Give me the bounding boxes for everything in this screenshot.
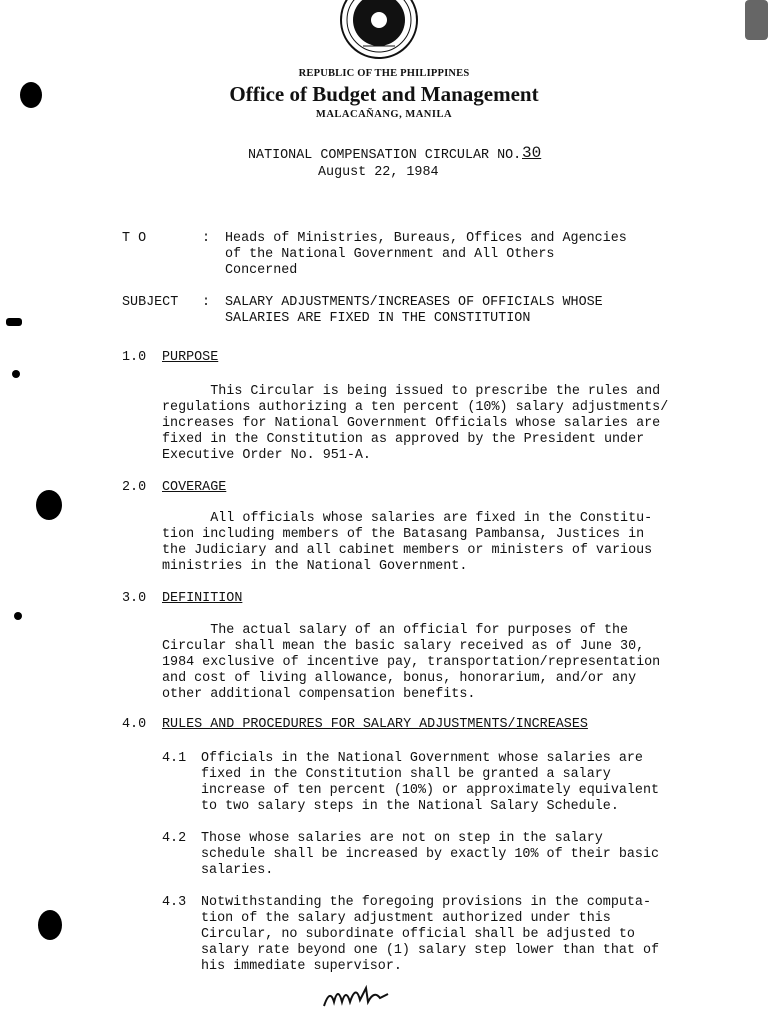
section-title: COVERAGE [162, 480, 227, 495]
section-paragraph: This Circular is being issued to prescribe the rules and regulations authorizing a ten percent (10%) salary adjustments/ increases for National Government Officials whose salaries are fixed in the Constitution as approved by the President under Executive Order No. 951-A. [162, 384, 669, 463]
subsection-text: Those whose salaries are not on step in the salary schedule shall be increased by exactly 10% of their basic salaries. [201, 831, 660, 878]
section-number: 4.0 [122, 717, 147, 732]
section-title: RULES AND PROCEDURES FOR SALARY ADJUSTMENTS/INCREASES [162, 717, 588, 732]
subject-label: SUBJECT [122, 295, 179, 310]
circular-title: NATIONAL COMPENSATION CIRCULAR NO. [248, 148, 522, 163]
scan-speck-mark [6, 318, 22, 326]
office-seal-logo [337, 0, 421, 60]
section-paragraph: The actual salary of an official for purposes of the Circular shall mean the basic salary received as of June 30, 1984 exclusive of incentive pay, transportation/representation and cost of living allowance, bonus, honorarium, and/or any other additional compensation benefits. [162, 623, 661, 702]
subsection-number: 4.1 [162, 751, 187, 766]
circular-date: August 22, 1984 [318, 165, 439, 180]
subject-line: SALARIES ARE FIXED IN THE CONSTITUTION [225, 311, 531, 326]
subject-colon: : [202, 295, 211, 310]
section-number: 2.0 [122, 480, 147, 495]
scan-speck-mark [12, 370, 20, 378]
to-label: T O [122, 231, 147, 246]
punch-hole-mark [36, 490, 62, 520]
subsection-text: Officials in the National Government whose salaries are fixed in the Constitution shall be granted a salary increase of ten percent (10%) or approximately equivalent to two salary steps in the National Salary Schedule. [201, 751, 660, 814]
section-title: PURPOSE [162, 350, 219, 365]
section-number: 1.0 [122, 350, 147, 365]
to-line: of the National Government and All Others [225, 247, 555, 262]
to-colon: : [202, 231, 211, 246]
section-title: DEFINITION [162, 591, 243, 606]
office-location: MALACAÑANG, MANILA [315, 109, 453, 120]
punch-hole-mark [20, 82, 42, 108]
section-number: 3.0 [122, 591, 147, 606]
scan-speck-mark [14, 612, 22, 620]
punch-hole-mark [38, 910, 62, 940]
to-line: Heads of Ministries, Bureaus, Offices and Agencies [225, 231, 627, 246]
subsection-text: Notwithstanding the foregoing provisions in the computa- tion of the salary adjustment authorized under this Circular, no subordinate official shall be adjusted to salary rate beyond one (1) salary step lower than that of his immediate supervisor. [201, 895, 660, 974]
office-title: Office of Budget and Management [229, 82, 539, 106]
republic-heading: REPUBLIC OF THE PHILIPPINES [298, 68, 470, 79]
circular-number: 30 [522, 144, 542, 162]
to-line: Concerned [225, 263, 298, 278]
initials-signature [322, 980, 392, 1010]
subsection-number: 4.2 [162, 831, 187, 846]
subject-line: SALARY ADJUSTMENTS/INCREASES OF OFFICIALS WHOSE [225, 295, 603, 310]
subsection-number: 4.3 [162, 895, 187, 910]
section-paragraph: All officials whose salaries are fixed in the Constitu- tion including members of the Batasang Pambansa, Justices in the Judiciary and all cabinet members or ministers of various ministries in the National Government. [162, 511, 653, 574]
scan-edge-mark [745, 0, 768, 40]
